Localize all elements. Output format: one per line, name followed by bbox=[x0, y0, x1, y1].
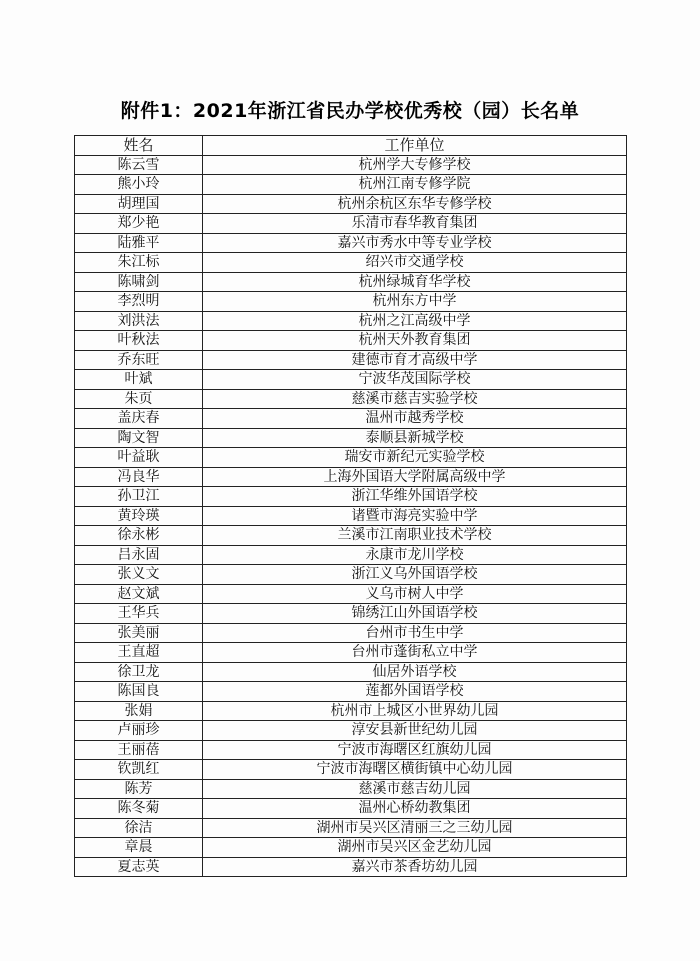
cell-name: 盖庆春 bbox=[75, 409, 203, 429]
cell-name: 叶秋法 bbox=[75, 331, 203, 351]
cell-name: 李烈明 bbox=[75, 292, 203, 312]
cell-name: 陶文智 bbox=[75, 428, 203, 448]
cell-name: 张美丽 bbox=[75, 623, 203, 643]
cell-name: 陈国良 bbox=[75, 682, 203, 702]
cell-unit: 建德市育才高级中学 bbox=[203, 350, 627, 370]
cell-unit: 杭州余杭区东华专修学校 bbox=[203, 194, 627, 214]
table-row bbox=[75, 253, 627, 273]
table-row bbox=[75, 448, 627, 468]
cell-unit: 慈溪市慈吉幼儿园 bbox=[203, 779, 627, 799]
cell-name: 张义文 bbox=[75, 565, 203, 585]
cell-name: 章晨 bbox=[75, 838, 203, 858]
cell-name: 熊小玲 bbox=[75, 175, 203, 195]
cell-unit: 诸暨市海亮实验中学 bbox=[203, 506, 627, 526]
table-row bbox=[75, 526, 627, 546]
table-row bbox=[75, 760, 627, 780]
table-row bbox=[75, 428, 627, 448]
table-row bbox=[75, 214, 627, 234]
cell-name: 胡理国 bbox=[75, 194, 203, 214]
table-row bbox=[75, 701, 627, 721]
table-row bbox=[75, 409, 627, 429]
cell-name: 吕永固 bbox=[75, 545, 203, 565]
cell-name: 叶益耿 bbox=[75, 448, 203, 468]
cell-unit: 温州心桥幼教集团 bbox=[203, 799, 627, 819]
cell-name: 陈啸剑 bbox=[75, 272, 203, 292]
table-row bbox=[75, 857, 627, 877]
cell-name: 徐卫龙 bbox=[75, 662, 203, 682]
table-row bbox=[75, 292, 627, 312]
cell-unit: 湖州市吴兴区清丽三之三幼儿园 bbox=[203, 818, 627, 838]
document-title: 附件1：2021年浙江省民办学校优秀校（园）长名单 bbox=[120, 100, 580, 122]
cell-name: 卢丽珍 bbox=[75, 721, 203, 741]
cell-name: 夏志英 bbox=[75, 857, 203, 877]
cell-name: 朱江标 bbox=[75, 253, 203, 273]
table-row bbox=[75, 233, 627, 253]
principal-list-table bbox=[74, 135, 627, 877]
header-name: 姓名 bbox=[75, 136, 203, 156]
cell-unit: 永康市龙川学校 bbox=[203, 545, 627, 565]
table-row bbox=[75, 331, 627, 351]
cell-name: 陈冬菊 bbox=[75, 799, 203, 819]
cell-unit: 杭州绿城育华学校 bbox=[203, 272, 627, 292]
cell-unit: 浙江义乌外国语学校 bbox=[203, 565, 627, 585]
cell-unit: 宁波市海曙区红旗幼儿园 bbox=[203, 740, 627, 760]
cell-unit: 瑞安市新纪元实验学校 bbox=[203, 448, 627, 468]
cell-unit: 嘉兴市茶香坊幼儿园 bbox=[203, 857, 627, 877]
table-row bbox=[75, 584, 627, 604]
cell-unit: 台州市蓬街私立中学 bbox=[203, 643, 627, 663]
cell-unit: 慈溪市慈吉实验学校 bbox=[203, 389, 627, 409]
table-row bbox=[75, 799, 627, 819]
cell-unit: 杭州市上城区小世界幼儿园 bbox=[203, 701, 627, 721]
table-row bbox=[75, 350, 627, 370]
table-body bbox=[75, 155, 627, 877]
table-row bbox=[75, 682, 627, 702]
cell-unit: 泰顺县新城学校 bbox=[203, 428, 627, 448]
cell-name: 赵文斌 bbox=[75, 584, 203, 604]
cell-name: 冯良华 bbox=[75, 467, 203, 487]
cell-unit: 淳安县新世纪幼儿园 bbox=[203, 721, 627, 741]
cell-name: 王华兵 bbox=[75, 604, 203, 624]
table-row bbox=[75, 506, 627, 526]
table-row bbox=[75, 487, 627, 507]
cell-unit: 杭州之江高级中学 bbox=[203, 311, 627, 331]
table-row bbox=[75, 545, 627, 565]
cell-unit: 杭州江南专修学院 bbox=[203, 175, 627, 195]
cell-name: 孙卫江 bbox=[75, 487, 203, 507]
table-header-row bbox=[75, 136, 627, 156]
cell-unit: 浙江华维外国语学校 bbox=[203, 487, 627, 507]
cell-name: 朱页 bbox=[75, 389, 203, 409]
cell-unit: 宁波华茂国际学校 bbox=[203, 370, 627, 390]
cell-unit: 台州市书生中学 bbox=[203, 623, 627, 643]
table-row bbox=[75, 155, 627, 175]
cell-name: 陈芳 bbox=[75, 779, 203, 799]
cell-unit: 乐清市春华教育集团 bbox=[203, 214, 627, 234]
cell-unit: 湖州市吴兴区金艺幼儿园 bbox=[203, 838, 627, 858]
table-row bbox=[75, 370, 627, 390]
table-row bbox=[75, 604, 627, 624]
table-row bbox=[75, 272, 627, 292]
table-row bbox=[75, 818, 627, 838]
table-row bbox=[75, 467, 627, 487]
cell-unit: 嘉兴市秀水中等专业学校 bbox=[203, 233, 627, 253]
cell-name: 王直超 bbox=[75, 643, 203, 663]
table-row bbox=[75, 662, 627, 682]
cell-unit: 杭州学大专修学校 bbox=[203, 155, 627, 175]
cell-name: 郑少艳 bbox=[75, 214, 203, 234]
table-row bbox=[75, 565, 627, 585]
cell-name: 叶斌 bbox=[75, 370, 203, 390]
cell-unit: 杭州东方中学 bbox=[203, 292, 627, 312]
table-row bbox=[75, 175, 627, 195]
cell-name: 张娟 bbox=[75, 701, 203, 721]
table-row bbox=[75, 389, 627, 409]
table-row bbox=[75, 740, 627, 760]
table-row bbox=[75, 643, 627, 663]
cell-unit: 锦绣江山外国语学校 bbox=[203, 604, 627, 624]
table-row bbox=[75, 311, 627, 331]
cell-name: 徐洁 bbox=[75, 818, 203, 838]
table-row bbox=[75, 623, 627, 643]
table-row bbox=[75, 838, 627, 858]
cell-unit: 杭州天外教育集团 bbox=[203, 331, 627, 351]
table-row bbox=[75, 779, 627, 799]
cell-name: 陆雅平 bbox=[75, 233, 203, 253]
table-row bbox=[75, 194, 627, 214]
cell-name: 刘洪法 bbox=[75, 311, 203, 331]
cell-unit: 温州市越秀学校 bbox=[203, 409, 627, 429]
cell-unit: 宁波市海曙区横街镇中心幼儿园 bbox=[203, 760, 627, 780]
cell-name: 钦凯红 bbox=[75, 760, 203, 780]
cell-unit: 仙居外语学校 bbox=[203, 662, 627, 682]
cell-name: 徐永彬 bbox=[75, 526, 203, 546]
cell-unit: 义乌市树人中学 bbox=[203, 584, 627, 604]
cell-unit: 莲都外国语学校 bbox=[203, 682, 627, 702]
cell-unit: 绍兴市交通学校 bbox=[203, 253, 627, 273]
cell-name: 黄玲瑛 bbox=[75, 506, 203, 526]
cell-name: 王丽蓓 bbox=[75, 740, 203, 760]
table-row bbox=[75, 721, 627, 741]
cell-name: 乔东旺 bbox=[75, 350, 203, 370]
cell-unit: 上海外国语大学附属高级中学 bbox=[203, 467, 627, 487]
cell-name: 陈云雪 bbox=[75, 155, 203, 175]
cell-unit: 兰溪市江南职业技术学校 bbox=[203, 526, 627, 546]
header-unit: 工作单位 bbox=[203, 136, 627, 156]
